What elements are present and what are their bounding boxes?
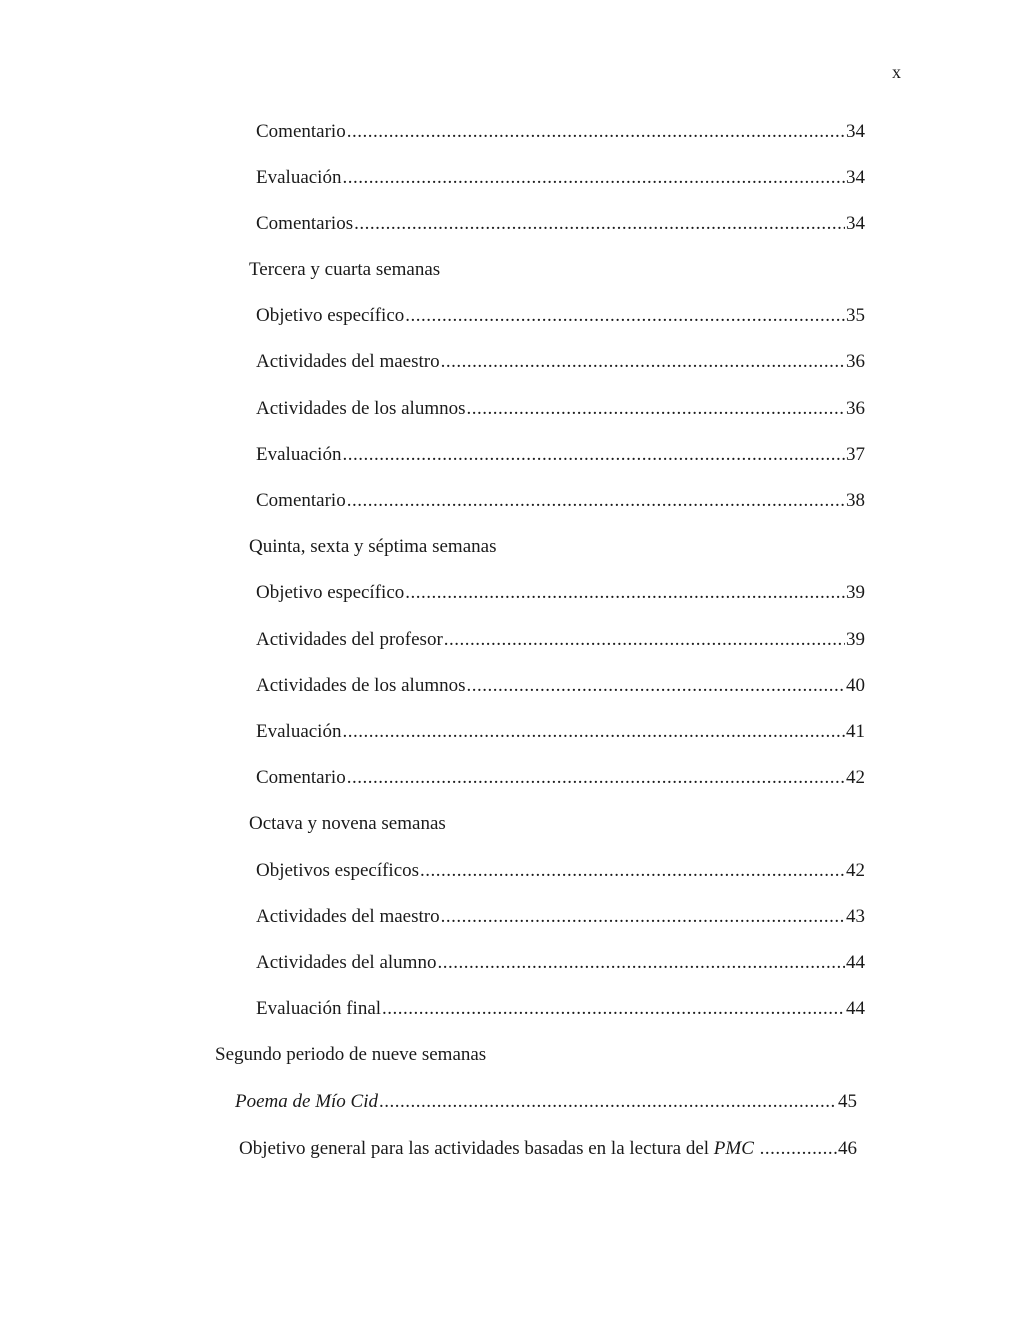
toc-section-heading: Octava y novena semanas <box>249 813 446 834</box>
dot-leader <box>347 765 845 791</box>
toc-entry-label: Comentario <box>256 121 346 142</box>
toc-entry[interactable] <box>256 303 865 329</box>
dot-leader <box>405 303 845 329</box>
toc-entry-page: 41 <box>846 721 865 742</box>
dot-leader <box>467 396 846 422</box>
toc-entry-page: 35 <box>846 305 865 326</box>
page-number: x <box>892 62 901 82</box>
toc-entry-page: 44 <box>846 998 865 1019</box>
toc-entry-label: Comentario <box>256 490 346 511</box>
toc-chapter-heading: Segundo periodo de nueve semanas <box>215 1044 487 1065</box>
toc-entry[interactable] <box>256 858 865 884</box>
toc-entry-label: Objetivos específicos <box>256 860 420 881</box>
dot-leader <box>347 119 845 145</box>
toc-entry-label <box>239 1136 759 1162</box>
dot-leader <box>347 488 845 514</box>
toc-entry[interactable] <box>235 1089 857 1115</box>
toc-entry-label: Actividades del profesor <box>256 629 443 650</box>
toc-entry-label-text: Objetivo general para las actividades basadas en la lectura del <box>239 1138 710 1159</box>
toc-entry-label: Evaluación <box>256 167 342 188</box>
dot-leader <box>760 1136 837 1162</box>
toc-entry-label: Actividades de los alumnos <box>256 675 466 696</box>
toc-entry[interactable] <box>256 627 865 653</box>
toc-entry-label-italic: Poema de Mío Cid <box>235 1091 379 1112</box>
toc-entry-page: 34 <box>846 121 865 142</box>
toc-section-heading: Tercera y cuarta semanas <box>249 259 441 280</box>
toc-entry-label: Objetivo específico <box>256 305 405 326</box>
toc-entry-label-italic: PMC <box>713 1138 754 1159</box>
toc-entry[interactable] <box>256 996 865 1022</box>
toc-entry-label: Actividades del maestro <box>256 351 440 372</box>
toc-entry[interactable] <box>256 349 865 375</box>
dot-leader <box>379 1089 837 1115</box>
toc-entry-page: 45 <box>838 1091 857 1112</box>
toc-entry[interactable] <box>256 211 865 237</box>
toc-entry[interactable] <box>256 442 865 468</box>
toc-entry-label: Evaluación <box>256 721 342 742</box>
toc-entry-page: 42 <box>846 860 865 881</box>
toc-entry-page: 43 <box>846 906 865 927</box>
dot-leader <box>354 211 845 237</box>
toc-entry[interactable] <box>256 396 865 422</box>
toc-entry-label: Actividades del alumno <box>256 952 437 973</box>
toc-entry[interactable] <box>256 904 865 930</box>
toc-entry-label <box>235 1089 378 1115</box>
toc-entry-page: 42 <box>846 767 865 788</box>
dot-leader <box>342 719 845 745</box>
toc-entry-page: 37 <box>846 444 865 465</box>
toc-entry-page: 34 <box>846 167 865 188</box>
toc-entry-label: Actividades de los alumnos <box>256 398 466 419</box>
dot-leader <box>441 349 845 375</box>
toc-entry-page: 39 <box>846 629 865 650</box>
toc-entry-label: Comentario <box>256 767 346 788</box>
dot-leader <box>342 165 845 191</box>
toc-entry-page: 36 <box>846 351 865 372</box>
dot-leader <box>467 673 846 699</box>
toc-entry[interactable] <box>256 488 865 514</box>
toc-entry[interactable] <box>256 719 865 745</box>
toc-entry-page: 38 <box>846 490 865 511</box>
toc-entry-page: 39 <box>846 582 865 603</box>
dot-leader <box>342 442 845 468</box>
toc-entry-page: 40 <box>846 675 865 696</box>
toc-entry[interactable] <box>256 165 865 191</box>
toc-entry-page: 36 <box>846 398 865 419</box>
toc-section-heading: Quinta, sexta y séptima semanas <box>249 536 497 557</box>
toc-entry-page: 44 <box>846 952 865 973</box>
toc-entry[interactable] <box>256 673 865 699</box>
toc-entry-label: Evaluación final <box>256 998 382 1019</box>
toc-entry-label: Actividades del maestro <box>256 906 440 927</box>
toc-entry-label: Objetivo específico <box>256 582 405 603</box>
dot-leader <box>382 996 845 1022</box>
dot-leader <box>444 627 845 653</box>
toc-entry-page: 46 <box>838 1138 857 1159</box>
toc-entry[interactable] <box>256 950 865 976</box>
toc-entry-label: Comentarios <box>256 213 354 234</box>
toc-entry[interactable] <box>239 1136 857 1162</box>
toc-entry-label: Evaluación <box>256 444 342 465</box>
dot-leader <box>437 950 845 976</box>
toc-entry-page: 34 <box>846 213 865 234</box>
toc-entry[interactable] <box>256 580 865 606</box>
dot-leader <box>441 904 845 930</box>
toc-entry[interactable] <box>256 119 865 145</box>
dot-leader <box>405 580 845 606</box>
toc-entry[interactable] <box>256 765 865 791</box>
dot-leader <box>420 858 845 884</box>
